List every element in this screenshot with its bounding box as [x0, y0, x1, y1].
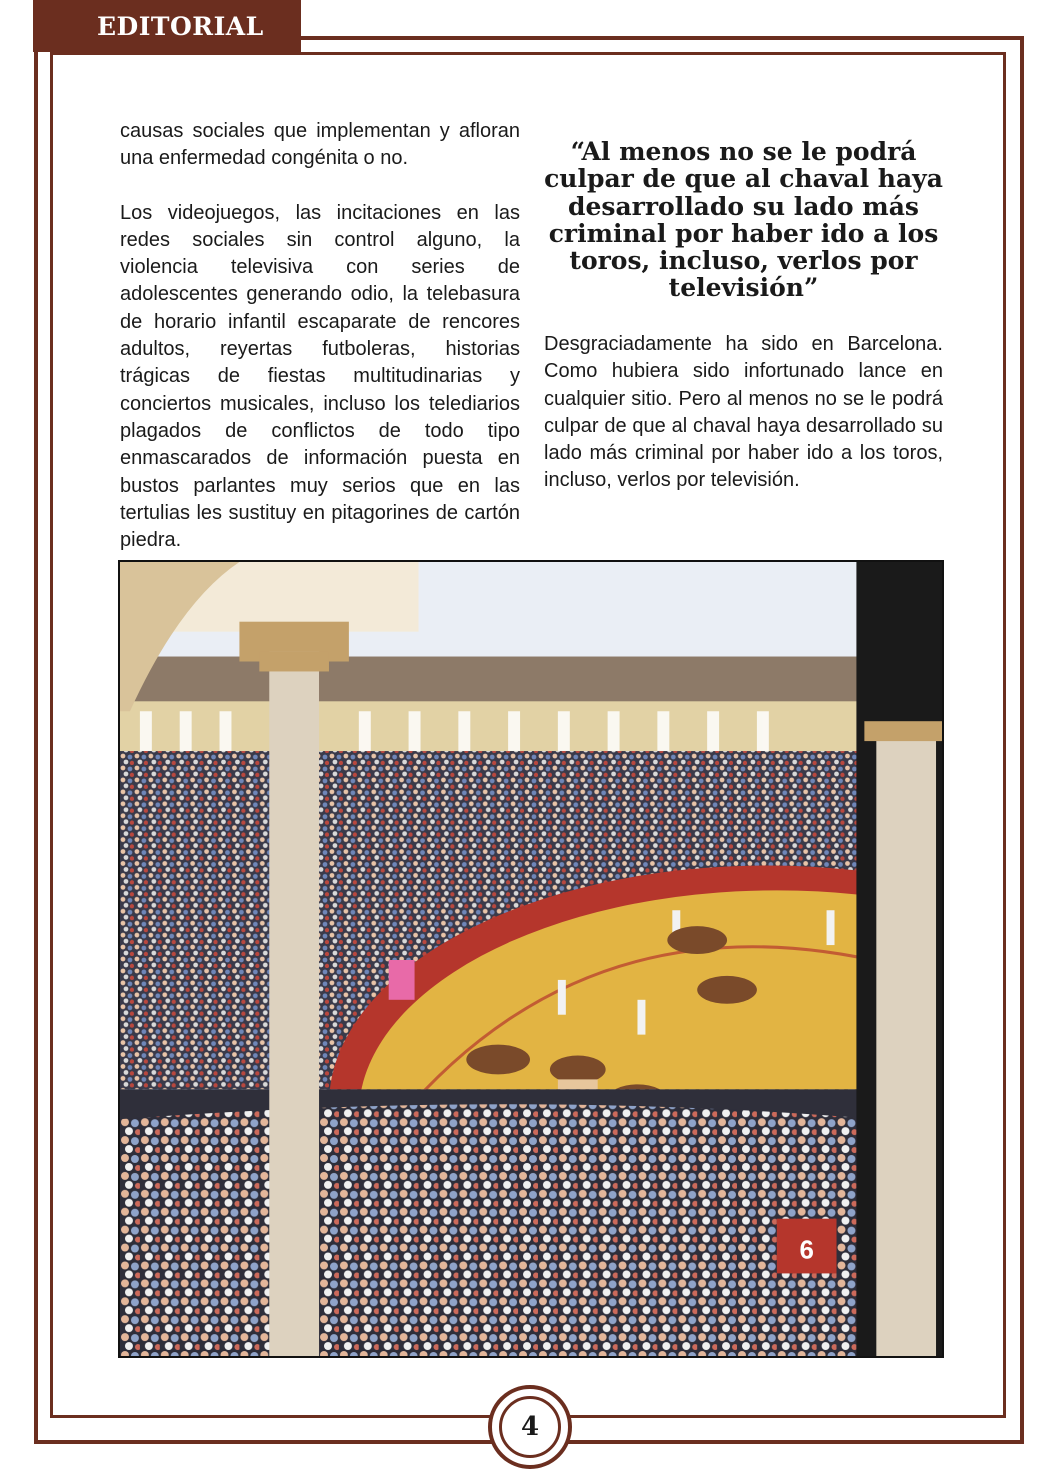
- paragraph: Desgraciadamente ha sido en Barcelona. Como hubiera sido infortunado lance en cualquier sitio. Pero al menos no se le podrá culpar de que al chaval haya desarrollado su lado más criminal por haber ido a los toros, incluso, verlos por televisión.: [544, 333, 943, 492]
- page-number: 4: [520, 1412, 540, 1442]
- left-column: [120, 118, 520, 554]
- section-header: [33, 0, 301, 52]
- bullring-photo: [118, 560, 944, 1358]
- right-column-pillar: [856, 562, 942, 1356]
- paragraph: Los videojuegos, las incitaciones en las redes sociales sin control alguno, la violencia televisiva con series de adolescentes generando odio, la telebasura de horario infantil escaparate de rencores adultos, reyertas futboleras, historias trágicas de fiestas multitudinarias y conciertos musicales, incluso los telediarios plagados de conflictos de todo tipo enmascarados de información puesta en bustos parlantes muy serios que en las tertulias les sustituy en pitagorines de cartón piedra.: [120, 201, 520, 552]
- paragraph: causas sociales que implementan y afloran una enfermedad congénita o no.: [120, 120, 520, 170]
- barrier-number: 6: [799, 1236, 814, 1265]
- bullring-illustration: [120, 562, 942, 1356]
- page-number-badge: [488, 1385, 572, 1469]
- page-number-circle: [499, 1396, 561, 1458]
- section-title: EDITORIAL: [97, 11, 264, 41]
- pull-quote: “Al menos no se le podrá culpar de que al chaval haya desarrollado su lado más criminal por haber ido a los toros, incluso, verlos por televisión”: [544, 137, 943, 303]
- right-column: [544, 331, 943, 495]
